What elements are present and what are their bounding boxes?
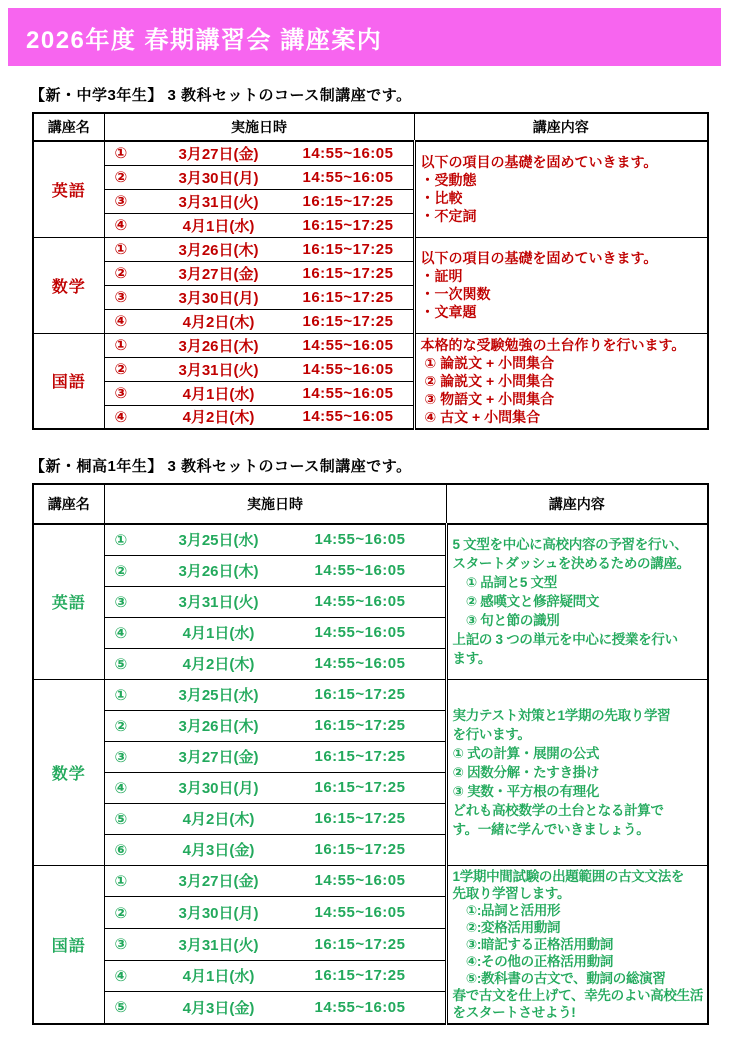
session-time: 16:15~17:25 xyxy=(302,312,394,330)
subject-cell-japanese: 国語 xyxy=(33,333,104,429)
session-number: ② xyxy=(114,717,128,735)
session-row xyxy=(105,215,413,236)
content-line: ③ 物語文 + 小問集合 xyxy=(420,390,555,407)
content-line: ③ 句と節の識別 xyxy=(452,613,560,629)
content-line: どれも高校数学の土台となる計算で xyxy=(452,802,664,818)
session-number: ④ xyxy=(114,408,128,426)
session-time: 16:15~17:25 xyxy=(302,240,394,258)
content-line: ② 因数分解・たすき掛け xyxy=(452,764,600,780)
session-number: ③ xyxy=(114,289,128,306)
session-row xyxy=(105,997,445,1018)
session-number: ③ xyxy=(114,385,128,402)
session-number: ④ xyxy=(114,967,128,985)
col-header-content: 講座内容 xyxy=(414,113,708,141)
session-row xyxy=(105,311,413,332)
session-number: ③ xyxy=(114,936,128,954)
content-line: 先取り学習します。 xyxy=(452,885,571,901)
session-time: 14:55~16:05 xyxy=(302,144,394,162)
session-time: 14:55~16:05 xyxy=(302,336,394,354)
session-time: 16:15~17:25 xyxy=(314,935,406,953)
session-date: 3月26日(木) xyxy=(178,337,259,355)
session-row xyxy=(105,684,445,705)
title-banner xyxy=(8,8,721,66)
content-line: ① 品詞と5 文型 xyxy=(452,575,557,591)
session-number: ① xyxy=(114,531,128,549)
session-time: 14:55~16:05 xyxy=(302,168,394,186)
session-row xyxy=(105,653,445,674)
content-line: ③:暗記する正格活用動詞 xyxy=(452,936,614,952)
session-row xyxy=(105,965,445,986)
session-date: 3月30日(月) xyxy=(178,289,259,307)
session-date: 3月26日(木) xyxy=(178,241,259,259)
content-line: 春で古文を仕上げて、幸先のよい高校生活 xyxy=(452,987,704,1003)
subject-cell-math: 数学 xyxy=(33,237,104,333)
content-cell-math xyxy=(446,679,708,865)
session-date: 4月2日(木) xyxy=(182,409,255,427)
session-date: 3月30日(月) xyxy=(178,905,259,923)
content-line: ② 感嘆文と修辞疑問文 xyxy=(452,594,600,610)
content-cell-japanese xyxy=(414,333,708,429)
col-header-subject: 講座名 xyxy=(33,113,104,141)
session-number: ② xyxy=(114,361,128,378)
session-date: 3月26日(木) xyxy=(178,718,259,735)
col-header-schedule: 実施日時 xyxy=(104,484,446,524)
session-time: 16:15~17:25 xyxy=(314,810,406,827)
content-line: ① 論説文 + 小問集合 xyxy=(420,354,555,371)
col-header-content: 講座内容 xyxy=(446,484,708,524)
session-number: ② xyxy=(114,169,128,186)
session-number: ① xyxy=(114,145,128,163)
session-date: 4月3日(金) xyxy=(182,999,255,1017)
session-date: 3月27日(金) xyxy=(178,265,259,283)
session-time: 16:15~17:25 xyxy=(314,967,406,985)
session-number: ① xyxy=(114,337,128,354)
session-number: ③ xyxy=(114,593,128,611)
session-date: 4月1日(水) xyxy=(182,217,255,235)
session-time: 14:55~16:05 xyxy=(314,531,406,549)
session-number: ⑤ xyxy=(114,655,128,673)
session-date: 3月31日(火) xyxy=(178,936,259,954)
content-line: ・不定詞 xyxy=(420,208,477,225)
session-time: 14:55~16:05 xyxy=(314,562,406,579)
session-time: 16:15~17:25 xyxy=(314,841,406,858)
content-line: をスタートさせよう! xyxy=(452,1004,576,1020)
session-time: 14:55~16:05 xyxy=(314,872,406,890)
session-row xyxy=(105,808,445,829)
content-cell-english xyxy=(446,524,708,679)
table-row xyxy=(33,141,708,165)
content-line: ・比較 xyxy=(420,190,463,207)
session-number: ④ xyxy=(114,779,128,797)
session-number: ⑤ xyxy=(114,999,128,1017)
content-line: ⑤:教科書の古文で、動詞の総演習 xyxy=(452,970,666,986)
session-date: 3月31日(火) xyxy=(178,594,259,611)
session-date: 4月1日(水) xyxy=(182,625,255,642)
session-time: 16:15~17:25 xyxy=(314,779,406,796)
session-row xyxy=(105,167,413,188)
table-row xyxy=(33,237,708,261)
content-line: ・一次関数 xyxy=(420,286,491,302)
session-row xyxy=(105,406,413,427)
session-row xyxy=(105,383,413,404)
session-number: ① xyxy=(114,686,128,704)
content-line: 1学期中間試験の出題範囲の古文文法を xyxy=(452,868,685,884)
session-number: ② xyxy=(114,265,128,282)
session-number: ① xyxy=(114,872,128,890)
subject-cell-math: 数学 xyxy=(33,679,104,865)
session-date: 4月2日(木) xyxy=(182,811,255,828)
session-date: 3月25日(水) xyxy=(178,532,259,550)
session-date: 4月1日(水) xyxy=(182,968,255,986)
session-time: 14:55~16:05 xyxy=(302,360,394,378)
col-header-schedule: 実施日時 xyxy=(104,113,414,141)
session-time: 16:15~17:25 xyxy=(314,686,406,703)
session-date: 3月27日(金) xyxy=(178,145,259,163)
session-time: 16:15~17:25 xyxy=(302,192,394,210)
content-line: ・証明 xyxy=(420,268,463,284)
table-row xyxy=(33,865,708,897)
session-row xyxy=(105,359,413,380)
content-line: 以下の項目の基礎を固めていきます。 xyxy=(420,250,658,266)
session-row xyxy=(105,529,445,550)
content-line: 上記の 3 つの単元を中心に授業を行い xyxy=(452,632,678,648)
session-date: 3月26日(木) xyxy=(178,563,259,580)
session-date: 4月1日(水) xyxy=(182,385,255,403)
session-date: 3月30日(月) xyxy=(178,169,259,187)
table-header-row xyxy=(33,113,708,141)
session-row xyxy=(105,934,445,955)
session-number: ③ xyxy=(114,193,128,210)
content-line: ます。 xyxy=(452,651,492,667)
subject-cell-english: 英語 xyxy=(33,524,104,679)
session-time: 14:55~16:05 xyxy=(314,624,406,641)
content-line: スタートダッシュを決めるための講座。 xyxy=(452,556,690,572)
session-time: 14:55~16:05 xyxy=(314,655,406,672)
content-cell-japanese xyxy=(446,865,708,1024)
course-table-hs1 xyxy=(32,483,709,1025)
session-date: 4月2日(木) xyxy=(182,656,255,673)
subject-cell-english: 英語 xyxy=(33,141,104,237)
col-header-subject: 講座名 xyxy=(33,484,104,524)
session-number: ④ xyxy=(114,217,128,234)
content-line: ① 式の計算・展開の公式 xyxy=(452,745,600,761)
session-time: 16:15~17:25 xyxy=(314,717,406,734)
session-time: 14:55~16:05 xyxy=(314,998,406,1016)
content-line: ・文章題 xyxy=(420,304,477,320)
content-line: ③ 実数・平方根の有理化 xyxy=(452,783,600,799)
session-date: 3月31日(火) xyxy=(178,193,259,211)
content-line: 5 文型を中心に高校内容の予習を行い、 xyxy=(452,537,688,553)
session-date: 3月30日(月) xyxy=(178,780,259,797)
session-number: ② xyxy=(114,562,128,580)
session-number: ① xyxy=(114,241,128,258)
session-time: 14:55~16:05 xyxy=(314,593,406,610)
session-number: ③ xyxy=(114,748,128,766)
session-date: 3月31日(火) xyxy=(178,361,259,379)
content-line: 実力テスト対策と1学期の先取り学習 xyxy=(452,707,671,723)
table-row xyxy=(33,333,708,357)
session-row xyxy=(105,870,445,891)
session-time: 16:15~17:25 xyxy=(302,288,394,306)
session-time: 14:55~16:05 xyxy=(314,904,406,922)
session-row xyxy=(105,591,445,612)
session-row xyxy=(105,335,413,356)
spring-course-flyer xyxy=(0,8,729,1040)
session-date: 3月25日(水) xyxy=(178,687,259,704)
section-heading-jhs3: 【新・中学3年生】 3 教科セットのコース制講座です。 xyxy=(30,87,412,104)
table-row xyxy=(33,679,708,710)
content-cell-math xyxy=(414,237,708,333)
session-date: 3月27日(金) xyxy=(178,749,259,766)
content-cell-english xyxy=(414,141,708,237)
session-number: ④ xyxy=(114,624,128,642)
session-time: 14:55~16:05 xyxy=(302,384,394,402)
content-line: を行います。 xyxy=(452,726,531,742)
content-line: 本格的な受験勉強の土台作りを行います。 xyxy=(420,336,686,353)
content-line: ②:変格活用動詞 xyxy=(452,919,561,935)
session-number: ② xyxy=(114,904,128,922)
session-row xyxy=(105,777,445,798)
session-time: 16:15~17:25 xyxy=(302,216,394,234)
session-number: ⑤ xyxy=(114,810,128,828)
subject-cell-japanese: 国語 xyxy=(33,865,104,1024)
session-row xyxy=(105,143,413,164)
session-row xyxy=(105,263,413,284)
table-row xyxy=(33,524,708,555)
course-table-jhs3 xyxy=(32,112,709,430)
session-row xyxy=(105,560,445,581)
session-row xyxy=(105,715,445,736)
content-line: ④ 古文 + 小問集合 xyxy=(420,408,541,425)
content-line: ② 論説文 + 小問集合 xyxy=(420,372,555,389)
session-row xyxy=(105,239,413,260)
session-time: 16:15~17:25 xyxy=(302,264,394,282)
session-date: 4月3日(金) xyxy=(182,842,255,859)
section-heading-hs1: 【新・桐高1年生】 3 教科セットのコース制講座です。 xyxy=(30,458,412,475)
session-number: ⑥ xyxy=(114,841,128,859)
session-date: 4月2日(木) xyxy=(182,313,255,331)
content-line: ・受動態 xyxy=(420,172,477,189)
session-row xyxy=(105,902,445,923)
page-title: 2026年度 春期講習会 講座案内 xyxy=(26,26,383,54)
session-row xyxy=(105,746,445,767)
content-line: ④:その他の正格活用動詞 xyxy=(452,953,614,969)
session-number: ④ xyxy=(114,313,128,330)
session-time: 14:55~16:05 xyxy=(302,408,394,426)
table-header-row xyxy=(33,484,708,524)
session-row xyxy=(105,622,445,643)
session-row xyxy=(105,839,445,860)
session-row xyxy=(105,191,413,212)
content-line: 以下の項目の基礎を固めていきます。 xyxy=(420,154,658,171)
content-line: す。一緒に学んでいきましょう。 xyxy=(452,821,650,837)
session-date: 3月27日(金) xyxy=(178,873,259,891)
session-time: 16:15~17:25 xyxy=(314,748,406,765)
session-row xyxy=(105,287,413,308)
content-line: ①:品詞と活用形 xyxy=(452,902,561,918)
